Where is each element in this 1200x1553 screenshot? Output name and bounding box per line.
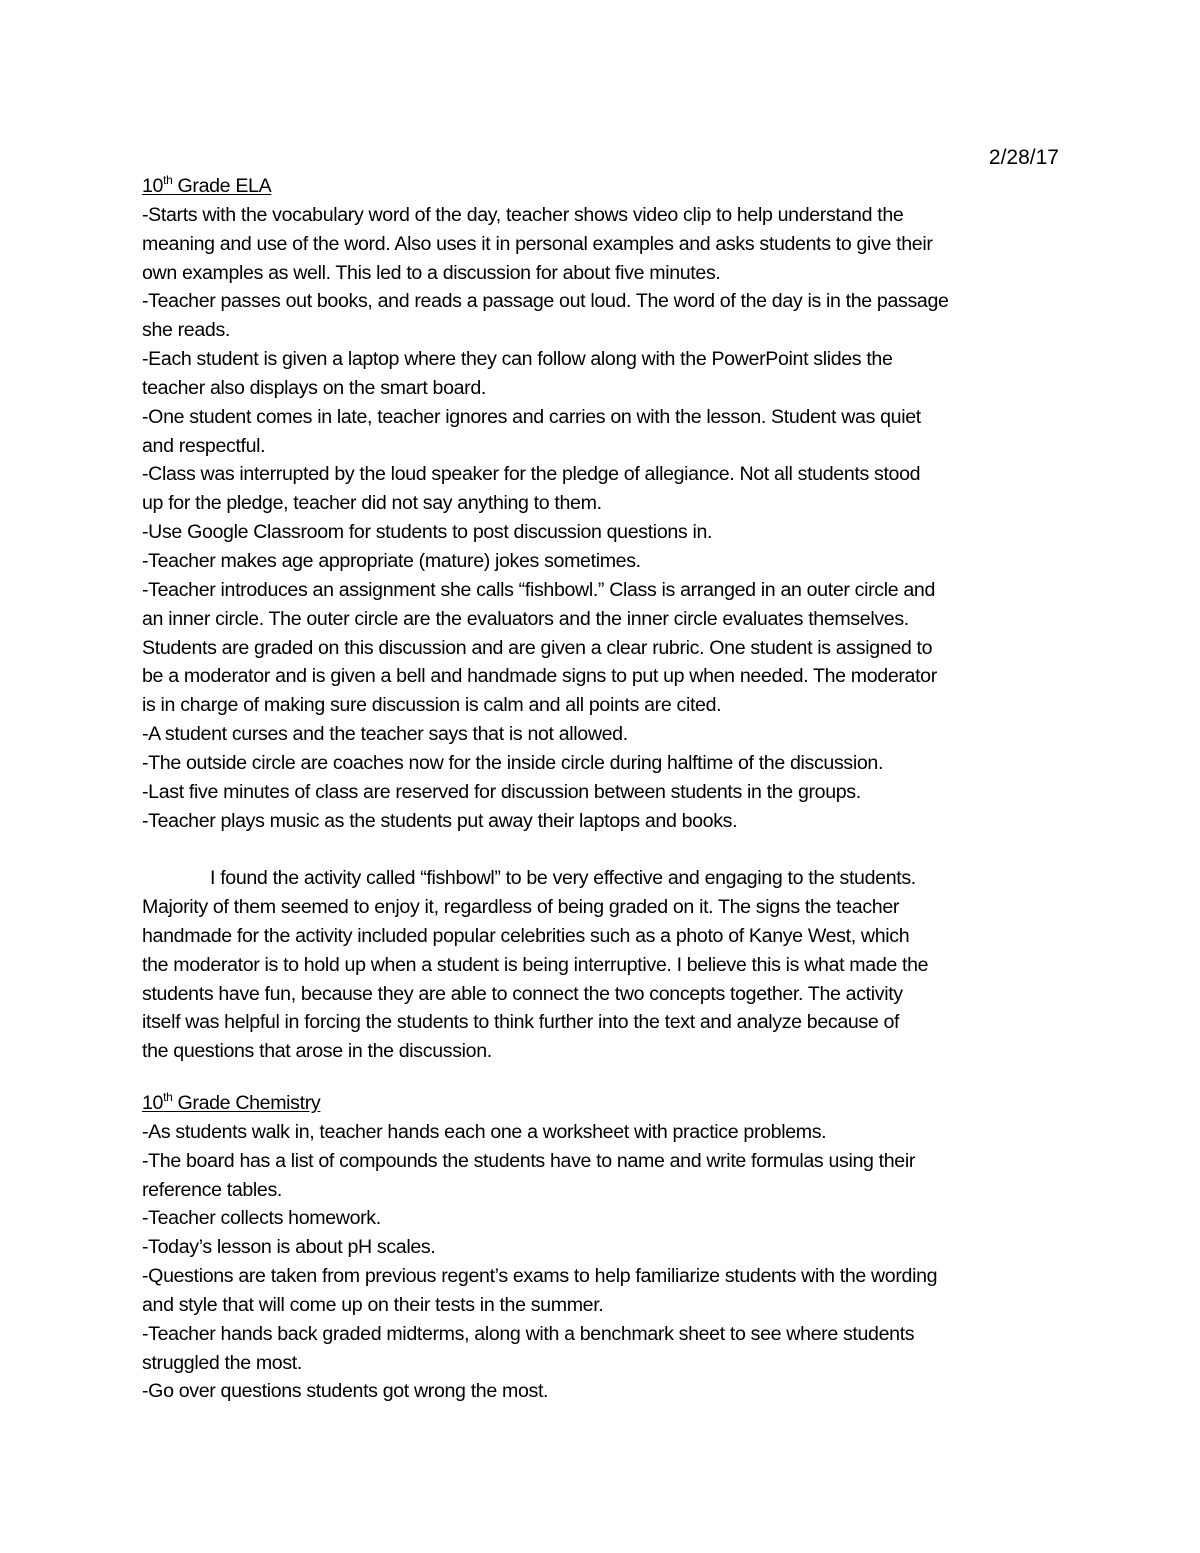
reflection-line: Majority of them seemed to enjoy it, regardless of being graded on it. The signs the teacher	[142, 896, 900, 919]
ela-note-line: and respectful.	[142, 434, 266, 457]
ela-note-line: be a moderator and is given a bell and handmade signs to put up when needed. The moderator	[142, 665, 937, 688]
chemistry-section	[142, 1089, 1077, 1406]
ela-note-line: -Starts with the vocabulary word of the day, teacher shows video clip to help understand the	[142, 203, 904, 226]
reflection-line: the moderator is to hold up when a student is being interruptive. I believe this is what made the	[142, 953, 929, 976]
chemistry-heading	[142, 1089, 1077, 1118]
ela-note-line: -Each student is given a laptop where they can follow along with the PowerPoint slides the	[142, 348, 893, 371]
chemistry-note-line: struggled the most.	[142, 1351, 302, 1374]
ela-note-line: an inner circle. The outer circle are the evaluators and the inner circle evaluates themselves.	[142, 607, 909, 630]
ela-note-line: -The outside circle are coaches now for the inside circle during halftime of the discussion.	[142, 751, 884, 774]
ela-note-line: -Teacher introduces an assignment she calls “fishbowl.” Class is arranged in an outer circle and	[142, 578, 936, 601]
chemistry-heading-text: Grade Chemistry	[172, 1092, 321, 1114]
chemistry-note-line: -As students walk in, teacher hands each one a worksheet with practice problems.	[142, 1120, 827, 1143]
ela-note-line: meaning and use of the word. Also uses it in personal examples and asks students to give their	[142, 232, 933, 255]
chemistry-note-line: -Teacher hands back graded midterms, along with a benchmark sheet to see where students	[142, 1322, 915, 1345]
chemistry-note-line: -Questions are taken from previous regent’s exams to help familiarize students with the wording	[142, 1265, 938, 1288]
ela-heading-ordinal: th	[163, 173, 173, 187]
ela-note-line: -A student curses and the teacher says that is not allowed.	[142, 723, 628, 746]
chemistry-note-line: -Teacher collects homework.	[142, 1207, 381, 1230]
ela-note-line: she reads.	[142, 319, 230, 342]
chemistry-note-line: and style that will come up on their tests in the summer.	[142, 1293, 604, 1316]
chemistry-heading-number: 10	[142, 1092, 164, 1114]
reflection-line: handmade for the activity included popular celebrities such as a photo of Kanye West, which	[142, 924, 910, 947]
ela-heading-text: Grade ELA	[172, 175, 272, 197]
ela-heading	[142, 172, 1077, 201]
ela-note-line: Students are graded on this discussion and are given a clear rubric. One student is assigned to	[142, 636, 933, 659]
ela-note-line: -Teacher passes out books, and reads a passage out loud. The word of the day is in the passage	[142, 290, 949, 313]
ela-note-line: -One student comes in late, teacher ignores and carries on with the lesson. Student was quiet	[142, 405, 921, 428]
ela-section	[142, 172, 1077, 1066]
ela-note-line: own examples as well. This led to a discussion for about five minutes.	[142, 261, 721, 284]
document-date: 2/28/17	[988, 146, 1059, 169]
ela-note-line: is in charge of making sure discussion is calm and all points are cited.	[142, 694, 722, 717]
ela-note-line: -Class was interrupted by the loud speaker for the pledge of allegiance. Not all students stood	[142, 463, 921, 486]
chemistry-note-line: -Today’s lesson is about pH scales.	[142, 1236, 436, 1259]
ela-note-line: -Last five minutes of class are reserved for discussion between students in the groups.	[142, 780, 861, 803]
reflection-line: I found the activity called “fishbowl” to be very effective and engaging to the students.	[210, 867, 916, 890]
paragraph-spacer	[142, 835, 1077, 864]
chemistry-note-line: -The board has a list of compounds the students have to name and write formulas using their	[142, 1149, 916, 1172]
ela-note-line: -Teacher makes age appropriate (mature) jokes sometimes.	[142, 549, 641, 572]
reflection-line: the questions that arose in the discussion.	[142, 1040, 492, 1063]
ela-note-line: -Teacher plays music as the students put away their laptops and books.	[142, 809, 738, 832]
chemistry-note-line: -Go over questions students got wrong the most.	[142, 1380, 549, 1403]
reflection-line: itself was helpful in forcing the students to think further into the text and analyze because of	[142, 1011, 900, 1034]
chemistry-note-line: reference tables.	[142, 1178, 282, 1201]
ela-note-line: teacher also displays on the smart board.	[142, 376, 486, 399]
ela-note-line: up for the pledge, teacher did not say anything to them.	[142, 492, 602, 515]
reflection-line: students have fun, because they are able to connect the two concepts together. The activity	[142, 982, 903, 1005]
ela-heading-number: 10	[142, 175, 164, 197]
ela-note-line: -Use Google Classroom for students to post discussion questions in.	[142, 521, 713, 544]
chemistry-heading-ordinal: th	[163, 1090, 173, 1104]
